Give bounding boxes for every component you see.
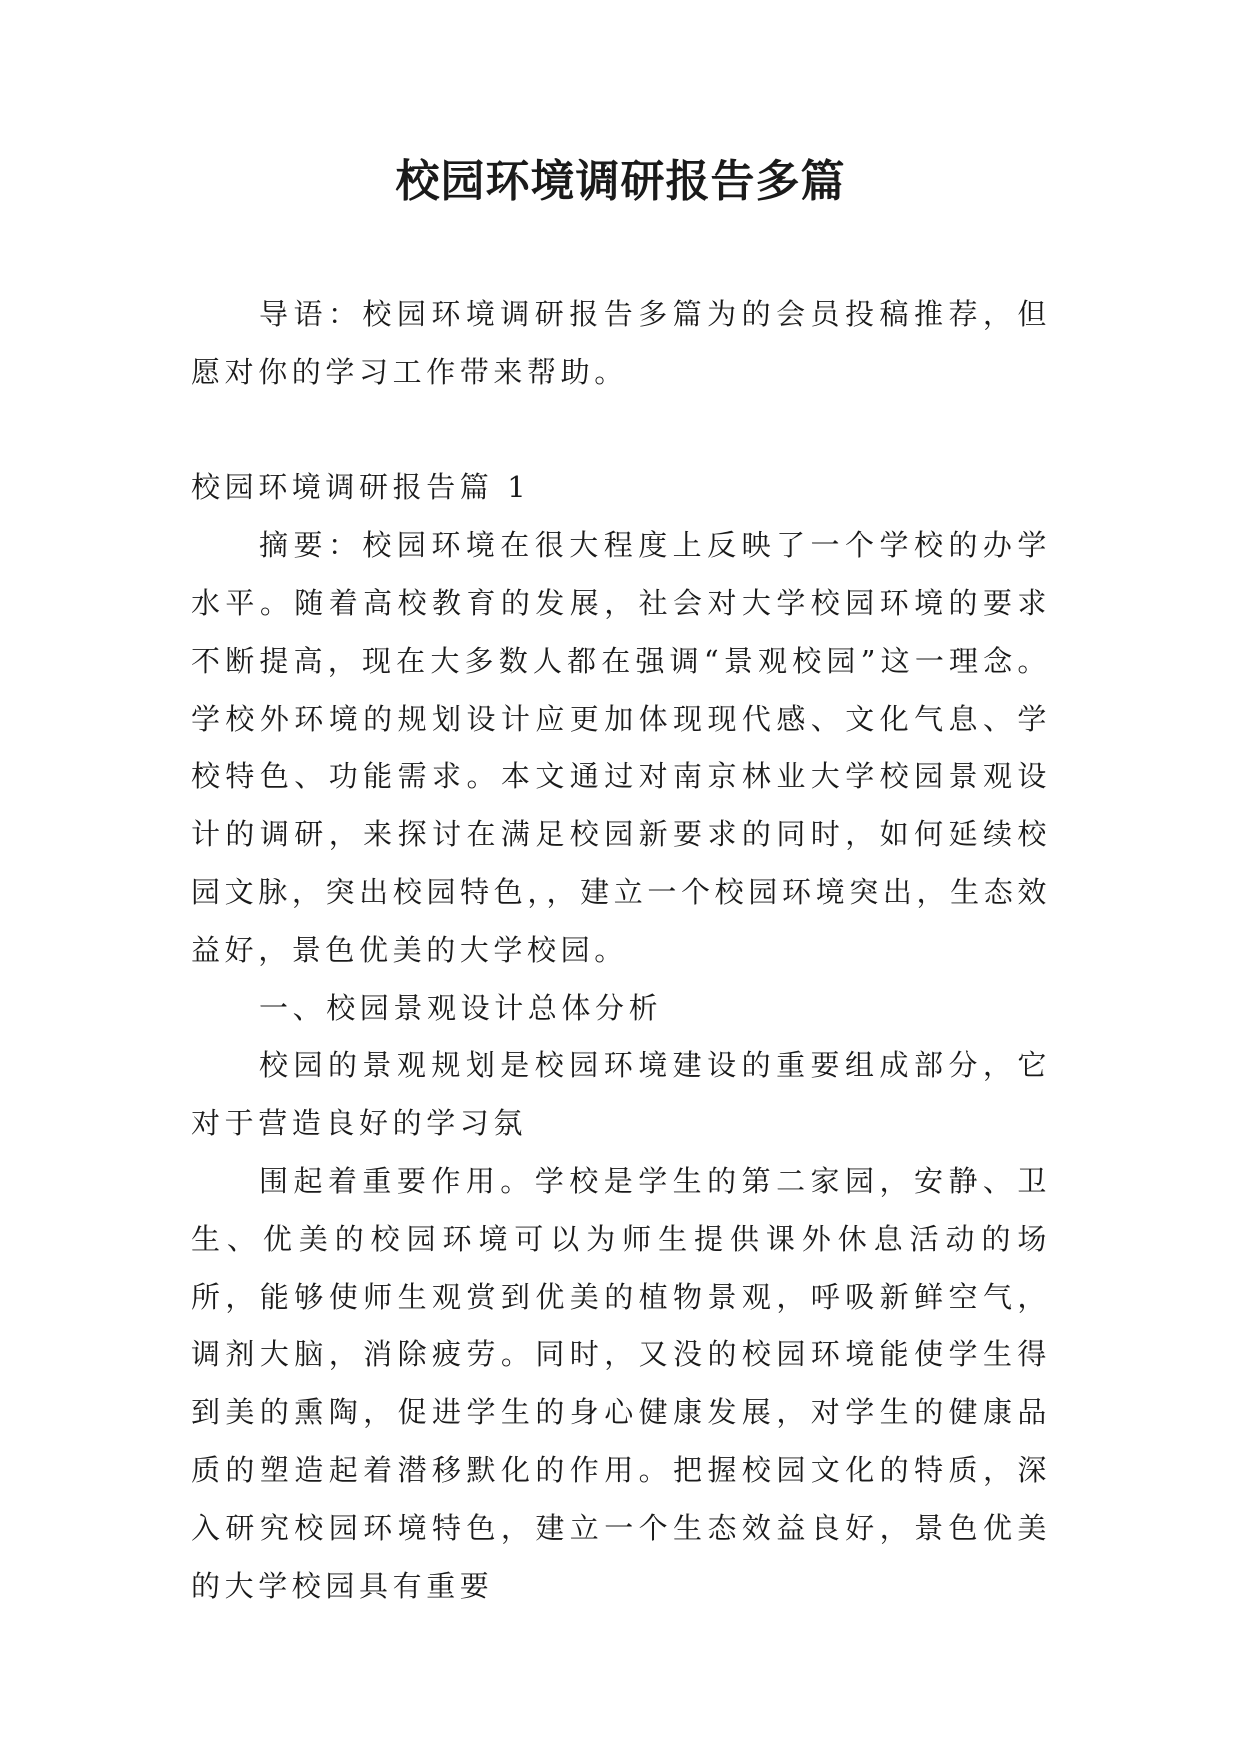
body-paragraph: 校园的景观规划是校园环境建设的重要组成部分，它对于营造良好的学习氛 — [191, 1048, 1051, 1141]
subheading: 一、校园景观设计总体分析 — [259, 990, 663, 1025]
paragraph-spacer — [191, 402, 1051, 460]
section-heading: 校园环境调研报告篇 1 — [191, 470, 531, 505]
document-body — [191, 286, 1051, 1615]
abstract-paragraph: 摘要：校园环境在很大程度上反映了一个学校的办学水平。随着高校教育的发展，社会对大学校园环境的要求不断提高，现在大多数人都在强调“景观校园”这一理念。学校外环境的规划设计应更加体现现代感、文化气息、学校特色、功能需求。本文通过对南京林业大学校园景观设计的调研，来探讨在满足校园新要求的同时，如何延续校园文脉，突出校园特色，，建立一个校园环境突出，生态效益好，景色优美的大学校园。 — [191, 528, 1051, 967]
intro-paragraph: 导语：校园环境调研报告多篇为的会员投稿推荐，但愿对你的学习工作带来帮助。 — [191, 297, 1051, 389]
document-title: 校园环境调研报告多篇 — [395, 156, 846, 207]
body-paragraph: 围起着重要作用。学校是学生的第二家园，安静、卫生、优美的校园环境可以为师生提供课外休息活动的场所，能够使师生观赏到优美的植物景观，呼吸新鲜空气，调剂大脑，消除疲劳。同时，又没的校园环境能使学生得到美的熏陶，促进学生的身心健康发展，对学生的健康品质的塑造起着潜移默化的作用。把握校园文化的特质，深入研究校园环境特色，建立一个生态效益良好，景色优美的大学校园具有重要 — [191, 1163, 1051, 1603]
